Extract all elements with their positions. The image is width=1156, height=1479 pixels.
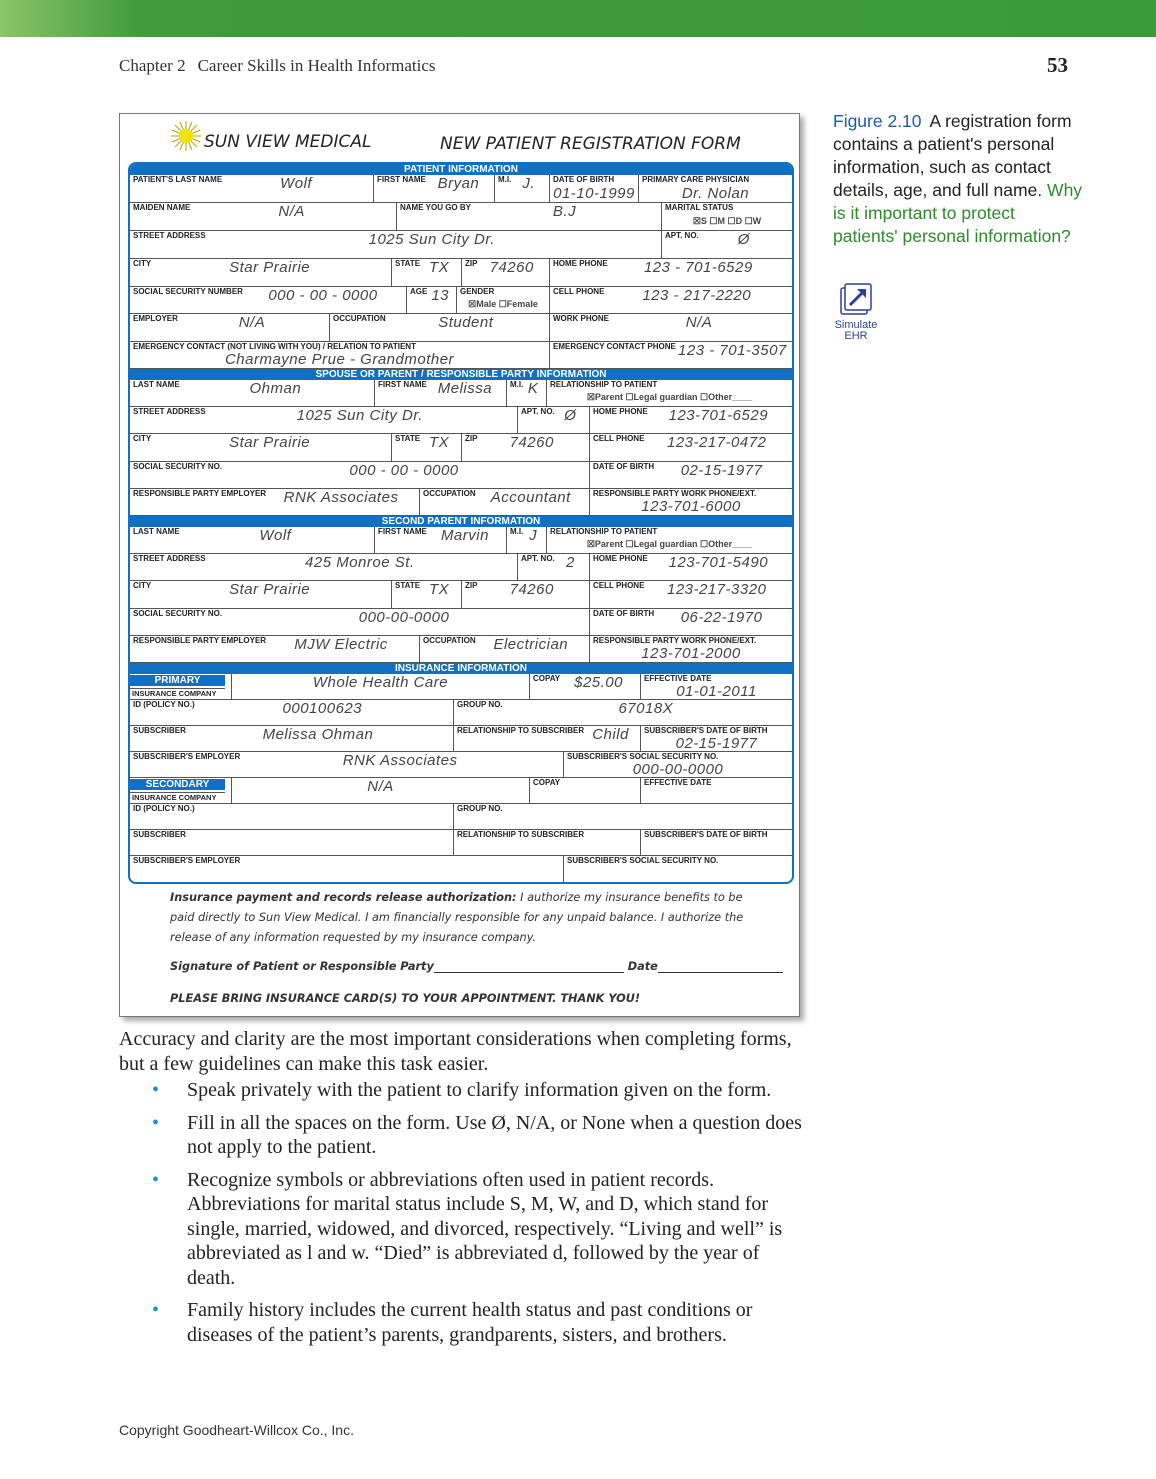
form-row [130, 407, 792, 434]
clinic-name: SUN VIEW MEDICAL [204, 132, 372, 152]
handwritten-value: 02-15-1977 [680, 462, 763, 479]
handwritten-value: Ø [564, 407, 577, 424]
handwritten-value: RNK Associates [283, 489, 399, 506]
handwritten-value: 2 [565, 554, 575, 571]
form-field[interactable] [130, 231, 662, 258]
handwritten-value: $25.00 [574, 674, 623, 691]
field-label: LAST NAME [133, 380, 180, 389]
bullet-item: • Speak privately with the patient to clarify information given on the form. [119, 1078, 809, 1103]
form-field[interactable] [130, 609, 590, 635]
field-label: STREET ADDRESS [133, 231, 206, 240]
handwritten-value: TX [428, 434, 450, 451]
handwritten-value: 67018X [618, 700, 674, 717]
signature-blank [434, 961, 624, 973]
copyright: Copyright Goodheart-Willcox Co., Inc. [119, 1422, 354, 1438]
form-field[interactable] [392, 259, 462, 286]
form-field[interactable] [130, 554, 518, 580]
insurance-tier-label: PRIMARY [130, 675, 225, 686]
section-header: SECOND PARENT INFORMATION [130, 516, 792, 527]
field-label: COPAY [533, 674, 561, 683]
field-label: NAME YOU GO BY [400, 203, 471, 212]
form-field[interactable] [550, 314, 792, 341]
form-field[interactable] [130, 700, 454, 725]
form-field[interactable] [420, 489, 590, 515]
field-label: SUBSCRIBER'S EMPLOYER [133, 752, 241, 761]
field-label: OCCUPATION [333, 314, 386, 323]
form-row [130, 752, 792, 778]
form-field[interactable] [330, 314, 550, 341]
section-header: PATIENT INFORMATION [130, 164, 792, 175]
field-label: STATE [395, 259, 421, 268]
form-field[interactable] [420, 636, 590, 662]
handwritten-value: B.J [552, 203, 577, 220]
signature-line [170, 960, 783, 973]
form-field[interactable] [564, 856, 792, 882]
handwritten-value: Melissa Ohman [262, 726, 374, 743]
handwritten-value: 01-10-1999 [553, 185, 635, 202]
form-row [130, 674, 792, 700]
form-field[interactable] [130, 380, 375, 406]
field-label: RELATIONSHIP TO SUBSCRIBER [457, 726, 585, 735]
registration-form-figure [119, 113, 800, 1017]
field-label: PATIENT'S LAST NAME [133, 175, 223, 184]
form-row [130, 581, 792, 609]
handwritten-value: TX [428, 581, 450, 598]
field-label: RESPONSIBLE PARTY WORK PHONE/EXT. [593, 489, 757, 498]
form-field[interactable] [590, 434, 792, 461]
form-field[interactable] [457, 287, 550, 313]
form-field[interactable] [130, 804, 454, 829]
form-field[interactable] [590, 636, 792, 662]
bring-cards-note: PLEASE BRING INSURANCE CARD(S) TO YOUR APPOINTMENT. THANK YOU! [170, 992, 641, 1005]
handwritten-value: Whole Health Care [312, 674, 449, 691]
form-field[interactable] [454, 830, 641, 855]
field-label: APT. NO. [665, 231, 699, 240]
handwritten-value: 01-01-2011 [676, 683, 757, 699]
form-field[interactable] [130, 489, 420, 515]
handwritten-value: J [529, 527, 538, 544]
handwritten-value: N/A [367, 778, 394, 795]
handwritten-value: Wolf [280, 175, 313, 192]
field-label: FIRST NAME [378, 380, 427, 389]
handwritten-value: 123-701-6529 [668, 407, 769, 424]
form-row [130, 462, 792, 489]
date-label: Date [627, 960, 658, 973]
field-label: EMERGENCY CONTACT (NOT LIVING WITH YOU) / RELATION TO PATIENT [133, 342, 416, 351]
handwritten-value: 123 - 217-2220 [642, 287, 752, 304]
form-field[interactable] [590, 554, 792, 580]
handwritten-value: 02-15-1977 [675, 735, 758, 751]
handwritten-value: MJW Electric [294, 636, 388, 653]
field-label: ID (POLICY NO.) [133, 700, 195, 709]
form-field[interactable] [641, 830, 792, 855]
handwritten-value: 74260 [489, 259, 534, 276]
handwritten-value: Charmayne Prue - Grandmother [224, 351, 455, 368]
field-label: AGE [410, 287, 428, 296]
field-label: CITY [133, 259, 152, 268]
form-field[interactable] [130, 830, 454, 855]
field-label: GROUP NO. [457, 804, 503, 813]
form-field[interactable] [407, 287, 457, 313]
handwritten-value: Ø [737, 231, 750, 248]
handwritten-value: Star Prairie [229, 434, 311, 451]
form-field[interactable] [550, 287, 792, 313]
simulate-ehr-link[interactable] [833, 281, 879, 342]
field-label: ZIP [465, 434, 478, 443]
form-field[interactable] [130, 674, 232, 699]
field-label: CELL PHONE [593, 581, 645, 590]
handwritten-value: Ohman [249, 380, 302, 397]
form-row [130, 609, 792, 636]
chapter-title: Career Skills in Health Informatics [197, 56, 436, 75]
form-field[interactable] [662, 231, 792, 258]
form-field[interactable] [641, 778, 792, 803]
form-field[interactable] [507, 527, 547, 553]
form-row [130, 231, 792, 259]
form-row [130, 175, 792, 203]
form-field[interactable] [518, 407, 590, 433]
caption-question: Why is it important to protect patients' personal information? [833, 180, 1083, 246]
section-header: INSURANCE INFORMATION [130, 663, 792, 674]
handwritten-value: RNK Associates [342, 752, 458, 769]
form-field[interactable] [130, 259, 392, 286]
field-label: SUBSCRIBER [133, 830, 186, 839]
authorization-body: I authorize my insurance benefits to be paid directly to Sun View Medical. I am financially responsible for any unpaid balance. I authorize the release of any information requested by my insurance company. [170, 891, 744, 944]
handwritten-value: 1025 Sun City Dr. [296, 407, 423, 424]
field-label: STATE [395, 434, 421, 443]
intro-paragraph: Accuracy and clarity are the most important considerations when completing forms, but a few guidelines can make this task easier. [119, 1028, 792, 1075]
chapter-number: Chapter 2 [119, 56, 186, 75]
field-label: CELL PHONE [593, 434, 645, 443]
form-field[interactable] [547, 527, 792, 553]
figure-label: Figure 2.10 [833, 111, 922, 131]
form-field[interactable] [130, 581, 392, 608]
handwritten-value: 74260 [509, 581, 554, 598]
insurance-company-label: INSURANCE COMPANY [130, 688, 225, 699]
insurance-company-label: INSURANCE COMPANY [130, 792, 225, 803]
form-row [130, 489, 792, 516]
form-field[interactable] [130, 314, 330, 341]
form-field[interactable] [130, 636, 420, 662]
handwritten-value: 123-701-5490 [668, 554, 769, 571]
field-label: RESPONSIBLE PARTY WORK PHONE/EXT. [593, 636, 757, 645]
field-label: ZIP [465, 259, 478, 268]
form-row [130, 804, 792, 830]
form-field[interactable] [130, 342, 550, 368]
handwritten-value: Marvin [440, 527, 489, 544]
handwritten-value: 123 - 701-3507 [678, 342, 787, 359]
handwritten-value: 1025 Sun City Dr. [368, 231, 495, 248]
form-field[interactable] [547, 380, 792, 406]
field-label: EMERGENCY CONTACT PHONE [553, 342, 676, 351]
field-label: MARITAL STATUS [665, 203, 734, 212]
handwritten-value: 123-217-0472 [667, 434, 767, 451]
bullet-item: • Family history includes the current health status and past conditions or diseases of the patient’s parents, grandparents, sisters, and brothers. [119, 1298, 809, 1347]
form-field[interactable] [454, 726, 641, 751]
form-row [130, 203, 792, 231]
field-label: RESPONSIBLE PARTY EMPLOYER [133, 489, 267, 498]
handwritten-value: Electrician [493, 636, 569, 653]
handwritten-value: Bryan [437, 175, 480, 192]
handwritten-value: Melissa [437, 380, 493, 397]
form-field[interactable] [130, 752, 564, 777]
field-label: SUBSCRIBER'S DATE OF BIRTH [644, 726, 768, 735]
handwritten-value: Accountant [490, 489, 571, 506]
field-label: EFFECTIVE DATE [644, 778, 712, 787]
authorization-heading: Insurance payment and records release authorization: [170, 891, 517, 904]
field-label: FIRST NAME [377, 175, 426, 184]
field-label: SUBSCRIBER'S DATE OF BIRTH [644, 830, 768, 839]
date-blank [658, 961, 783, 973]
field-label: HOME PHONE [553, 259, 608, 268]
form-field[interactable] [590, 609, 792, 635]
form-field[interactable] [550, 175, 639, 202]
form-field[interactable] [130, 434, 392, 461]
handwritten-value: 000100623 [282, 700, 363, 717]
field-label: LAST NAME [133, 527, 180, 536]
field-label: SUBSCRIBER'S SOCIAL SECURITY NO. [567, 752, 719, 761]
field-label: SUBSCRIBER'S SOCIAL SECURITY NO. [567, 856, 719, 865]
field-label: CITY [133, 434, 152, 443]
field-label: M.I. [510, 380, 524, 389]
field-label: EFFECTIVE DATE [644, 674, 712, 683]
handwritten-value: 000-00-0000 [358, 609, 450, 626]
form-field[interactable] [641, 726, 792, 751]
form-field[interactable] [454, 804, 792, 829]
form-grid [128, 162, 794, 884]
form-row [130, 636, 792, 663]
form-field[interactable] [639, 175, 792, 202]
form-field[interactable] [375, 380, 507, 406]
field-label: FIRST NAME [378, 527, 427, 536]
field-label: APT. NO. [521, 554, 555, 563]
figure-caption [833, 110, 1083, 248]
form-field[interactable] [130, 527, 375, 553]
handwritten-value: 123-701-2000 [641, 645, 741, 662]
handwritten-value: N/A [685, 314, 713, 331]
field-label: MAIDEN NAME [133, 203, 191, 212]
field-label: STATE [395, 581, 421, 590]
handwritten-value: 425 Monroe St. [305, 554, 415, 571]
field-label: CITY [133, 581, 152, 590]
form-field[interactable] [130, 462, 590, 488]
form-field[interactable] [130, 778, 232, 803]
form-field[interactable] [550, 342, 792, 368]
handwritten-value: 13 [431, 287, 450, 304]
handwritten-value: Child [592, 726, 629, 743]
field-label: STREET ADDRESS [133, 407, 206, 416]
field-label: DATE OF BIRTH [593, 609, 655, 618]
form-title: NEW PATIENT REGISTRATION FORM [440, 134, 741, 154]
field-label: EMPLOYER [133, 314, 178, 323]
form-field[interactable] [130, 287, 407, 313]
handwritten-value: 000-00-0000 [632, 761, 724, 777]
form-field[interactable] [495, 175, 550, 202]
form-row [130, 287, 792, 314]
page-number: 53 [1047, 53, 1068, 77]
form-field[interactable] [392, 434, 462, 461]
form-field[interactable] [392, 581, 462, 608]
form-field[interactable] [530, 778, 641, 803]
field-label: GENDER [460, 287, 495, 296]
field-label: CELL PHONE [553, 287, 605, 296]
handwritten-value: 123-217-3320 [667, 581, 767, 598]
form-field[interactable] [130, 175, 374, 202]
handwritten-value: ☒Male ☐Female [468, 299, 538, 309]
handwritten-value: 123 - 701-6529 [643, 259, 753, 276]
handwritten-value: Wolf [259, 527, 292, 544]
handwritten-value: J. [522, 175, 535, 192]
form-row [130, 856, 792, 882]
bullet-item: • Recognize symbols or abbreviations often used in patient records. Abbreviations for marital status include S, M, W, and D, which stand for single, married, widowed, and divorced, respectively. “Living and well” is abbreviated as l and w. “Died” is abbreviated d, followed by the year of death. [119, 1168, 809, 1291]
sun-icon [170, 120, 202, 152]
handwritten-value: Dr. Nolan [681, 185, 750, 202]
handwritten-value: 000 - 00 - 0000 [349, 462, 459, 479]
section-header: SPOUSE OR PARENT / RESPONSIBLE PARTY INFORMATION [130, 369, 792, 380]
form-row [130, 434, 792, 462]
form-field[interactable] [130, 203, 397, 230]
form-row [130, 726, 792, 752]
handwritten-value: ☒Parent ☐Legal guardian ☐Other____ [586, 392, 753, 402]
external-link-icon [838, 281, 874, 317]
bullet-item: • Fill in all the spaces on the form. Use Ø, N/A, or None when a question does not apply to the patient. [119, 1111, 809, 1160]
form-field[interactable] [454, 700, 792, 725]
field-label: M.I. [498, 175, 512, 184]
form-row [130, 527, 792, 554]
field-label: GROUP NO. [457, 700, 503, 709]
handwritten-value: ☒Parent ☐Legal guardian ☐Other____ [586, 539, 753, 549]
form-field[interactable] [590, 407, 792, 433]
top-color-bar [0, 0, 1156, 37]
clinic-logo [170, 120, 371, 152]
field-label: SOCIAL SECURITY NUMBER [133, 287, 243, 296]
form-row [130, 314, 792, 342]
field-label: RESPONSIBLE PARTY EMPLOYER [133, 636, 267, 645]
field-label: OCCUPATION [423, 636, 476, 645]
field-label: RELATIONSHIP TO SUBSCRIBER [457, 830, 585, 839]
form-field[interactable] [507, 380, 547, 406]
handwritten-value: N/A [278, 203, 305, 220]
form-row [130, 380, 792, 407]
field-label: ID (POLICY NO.) [133, 804, 195, 813]
form-field[interactable] [130, 726, 454, 751]
handwritten-value: 74260 [509, 434, 554, 451]
handwritten-value: TX [428, 259, 450, 276]
field-label: SOCIAL SECURITY NO. [133, 462, 223, 471]
field-label: PRIMARY CARE PHYSICIAN [642, 175, 750, 184]
signature-label: Signature of Patient or Responsible Party [170, 960, 434, 973]
form-field[interactable] [590, 581, 792, 608]
handwritten-value: K [527, 380, 539, 397]
form-field[interactable] [375, 527, 507, 553]
form-field[interactable] [130, 856, 564, 882]
form-field[interactable] [590, 489, 792, 515]
form-row [130, 700, 792, 726]
handwritten-value: ☒S ☐M ☐D ☐W [692, 216, 762, 226]
field-label: SUBSCRIBER [133, 726, 186, 735]
form-row [130, 778, 792, 804]
ehr-label-1: Simulate [834, 319, 878, 331]
field-label: STREET ADDRESS [133, 554, 206, 563]
body-text [119, 1027, 809, 1347]
form-field[interactable] [550, 259, 792, 286]
form-field[interactable] [130, 407, 518, 433]
authorization-text [170, 888, 770, 948]
form-field[interactable] [518, 554, 590, 580]
field-label: SUBSCRIBER'S EMPLOYER [133, 856, 241, 865]
handwritten-value: Star Prairie [229, 259, 311, 276]
handwritten-value: Student [438, 314, 494, 331]
form-row [130, 830, 792, 856]
handwritten-value: 000 - 00 - 0000 [268, 287, 378, 304]
field-label: HOME PHONE [593, 554, 648, 563]
form-row [130, 259, 792, 287]
field-label: RELATIONSHIP TO PATIENT [550, 380, 658, 389]
form-row [130, 342, 792, 369]
field-label: WORK PHONE [553, 314, 609, 323]
form-field[interactable] [232, 674, 530, 699]
form-field[interactable] [564, 752, 792, 777]
field-label: DATE OF BIRTH [593, 462, 655, 471]
field-label: M.I. [510, 527, 524, 536]
running-header [119, 56, 448, 76]
form-row [130, 554, 792, 581]
field-label: APT. NO. [521, 407, 555, 416]
form-field[interactable] [397, 203, 662, 230]
field-label: ZIP [465, 581, 478, 590]
ehr-label-2: EHR [844, 330, 868, 342]
handwritten-value: 123-701-6000 [641, 498, 741, 515]
form-field[interactable] [590, 462, 792, 488]
field-label: HOME PHONE [593, 407, 648, 416]
field-label: DATE OF BIRTH [553, 175, 615, 184]
form-field[interactable] [462, 581, 590, 608]
handwritten-value: 06-22-1970 [680, 609, 763, 626]
form-field[interactable] [662, 203, 792, 230]
insurance-tier-label: SECONDARY [130, 779, 225, 790]
form-field[interactable] [641, 674, 792, 699]
form-field[interactable] [462, 259, 550, 286]
form-field[interactable] [232, 778, 530, 803]
form-field[interactable] [530, 674, 641, 699]
field-label: OCCUPATION [423, 489, 476, 498]
field-label: COPAY [533, 778, 561, 787]
field-label: RELATIONSHIP TO PATIENT [550, 527, 658, 536]
handwritten-value: Star Prairie [229, 581, 311, 598]
handwritten-value: N/A [238, 314, 266, 331]
form-field[interactable] [462, 434, 590, 461]
caption-text: A registration form contains a patient's personal information, such as contact details, age, and full name. [833, 111, 1072, 200]
field-label: SOCIAL SECURITY NO. [133, 609, 223, 618]
form-field[interactable] [374, 175, 495, 202]
